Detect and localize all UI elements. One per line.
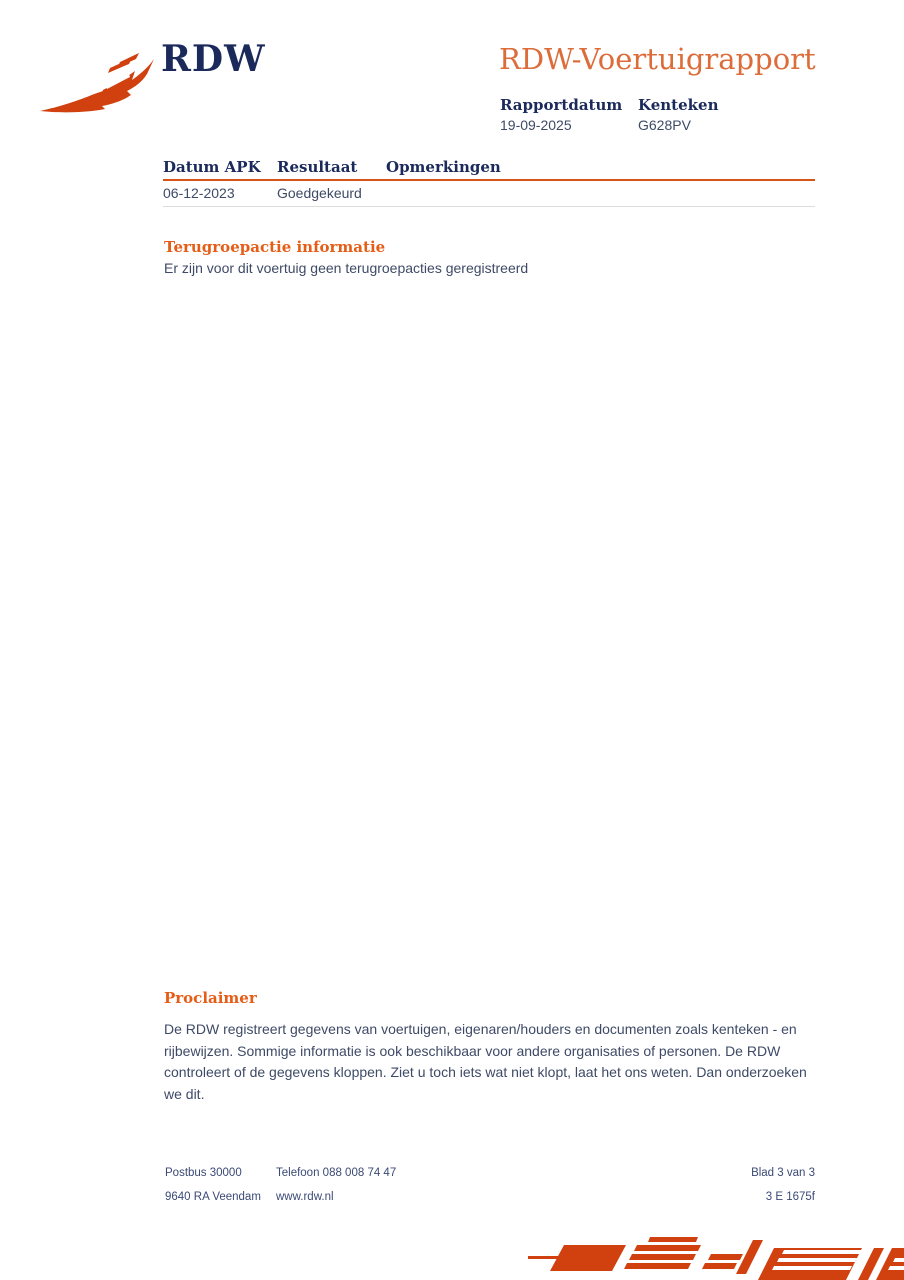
report-date-value: 19-09-2025 xyxy=(500,117,572,133)
apk-header-datum: Datum APK xyxy=(163,158,261,176)
rdw-stripes-graphic-icon xyxy=(520,1226,904,1280)
license-plate-label: Kenteken xyxy=(638,96,719,114)
footer-website: www.rdw.nl xyxy=(276,1191,334,1203)
footer-phone: Telefoon 088 008 74 47 xyxy=(276,1167,397,1179)
apk-header-opmerkingen: Opmerkingen xyxy=(386,158,501,176)
apk-table xyxy=(163,158,815,207)
footer-city: 9640 RA Veendam xyxy=(165,1191,261,1203)
apk-table-header-row xyxy=(163,158,815,181)
report-date-label: Rapportdatum xyxy=(500,96,623,114)
footer-postbus: Postbus 30000 xyxy=(165,1167,242,1179)
rdw-logo-text: RDW xyxy=(161,38,266,80)
apk-cell-resultaat: Goedgekeurd xyxy=(277,185,362,201)
proclaimer-text: De RDW registreert gegevens van voertuigen, eigenaren/houders en documenten zoals kenteken - en rijbewijzen. Sommige informatie is ook beschikbaar voor andere organisaties of personen. De RDW controleert of de gegevens kloppen. Ziet u toch iets wat niet klopt, laat het ons weten. Dan onderzoeken we dit. xyxy=(164,1021,807,1102)
apk-header-resultaat: Resultaat xyxy=(277,158,358,176)
rdw-feather-logo-icon xyxy=(36,50,154,116)
apk-cell-opmerkingen xyxy=(386,185,815,201)
proclaimer-heading: Proclaimer xyxy=(164,989,257,1007)
recall-section-heading: Terugroepactie informatie xyxy=(164,238,386,256)
apk-cell-datum: 06-12-2023 xyxy=(163,185,235,201)
table-row xyxy=(163,181,815,207)
footer-doc-code: 3 E 1675f xyxy=(765,1191,815,1203)
footer-page-indicator: Blad 3 van 3 xyxy=(751,1167,815,1179)
page-title: RDW-Voertuigrapport xyxy=(499,42,816,76)
license-plate-value: G628PV xyxy=(638,117,691,133)
recall-section-text: Er zijn voor dit voertuig geen terugroepacties geregistreerd xyxy=(164,260,529,276)
